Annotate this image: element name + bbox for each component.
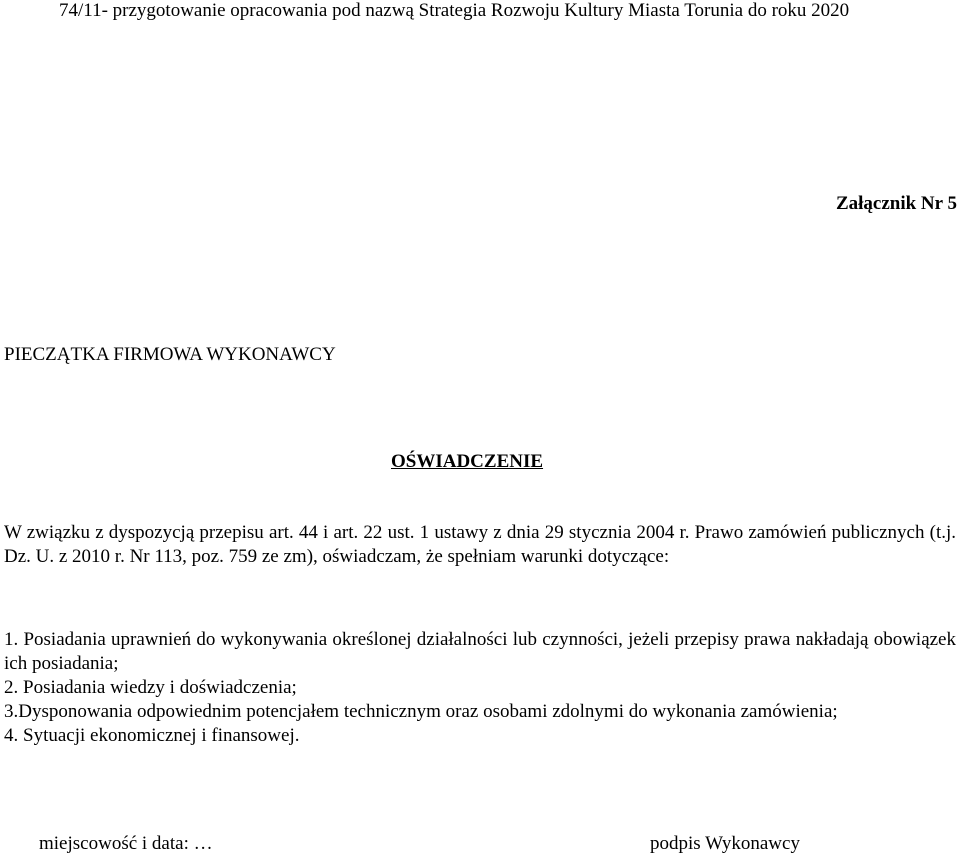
attachment-number: Załącznik Nr 5 [835, 193, 957, 214]
place-and-date-label: miejscowość i data: … [39, 833, 213, 854]
declaration-intro: W związku z dyspozycją przepisu art. 44 i art. 22 ust. 1 ustawy z dnia 29 stycznia 2004 r. Prawo zamówień publicznych (t.j. Dz. U. z 2010 r. Nr 113, poz. 759 ze zm), oświadczam, że spełniam warunki dotyczące: [4, 522, 956, 567]
condition-item: 3.Dysponowania odpowiednim potencjałem technicznym oraz osobami zdolnymi do wykonania zamówienia; [4, 701, 838, 722]
condition-item: 2. Posiadania wiedzy i doświadczenia; [4, 677, 297, 698]
document-reference: 74/11- przygotowanie opracowania pod nazwą Strategia Rozwoju Kultury Miasta Torunia do roku 2020 [59, 0, 850, 21]
condition-item: 4. Sytuacji ekonomicznej i finansowej. [4, 725, 300, 746]
contractor-signature-label: podpis Wykonawcy [650, 833, 800, 854]
company-stamp-label: PIECZĄTKA FIRMOWA WYKONAWCY [4, 344, 336, 365]
conditions-list [4, 628, 956, 748]
document-title: OŚWIADCZENIE [391, 451, 544, 472]
condition-item: 1. Posiadania uprawnień do wykonywania określonej działalności lub czynności, jeżeli przepisy prawa nakładają obowiązek ich posiadania; [4, 629, 956, 674]
